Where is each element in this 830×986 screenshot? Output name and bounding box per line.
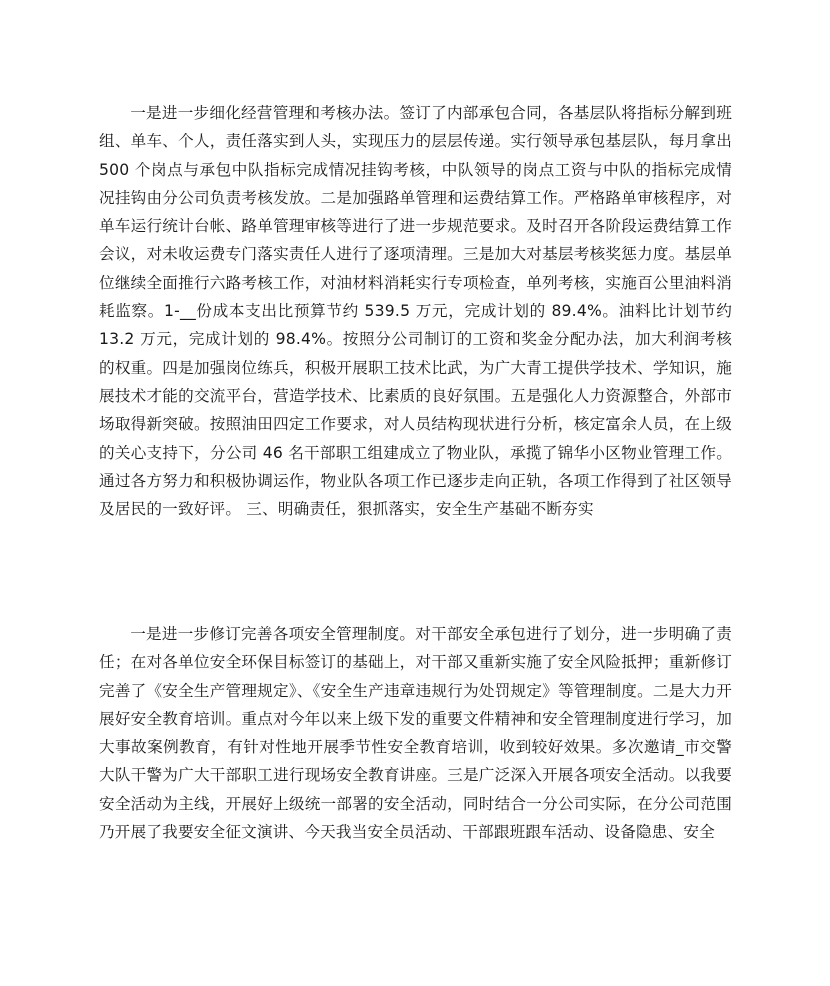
body-paragraph: 一是进一步细化经营管理和考核办法。签订了内部承包合同，各基层队将指标分解到班组、单车、个人，责任落实到人头，实现压力的层层传递。实行领导承包基层队，每月拿出 500 个岗点与承包中队指标完成情况挂钩考核，中队领导的岗点工资与中队的指标完成情况挂钩由分公司负责考核发放。二是加强路单管理和运费结算工作。严格路单审核程序，对单车运行统计台帐、路单管理审核等进行了进一步规范要求。及时召开各阶段运费结算工作会议，对未收运费专门落实责任人进行了逐项清理。三是加大对基层考核奖惩力度。基层单位继续全面推行六路考核工作，对油材料消耗实行专项检查，单列考核，实施百公里油料消耗监察。1-__份成本支出比预算节约 539.5 万元，完成计划的 89.4%。油料比计划节约 13.2 万元，完成计划的 98.4%。按照分公司制订的工资和奖金分配办法，加大利润考核的权重。四是加强岗位练兵，积极开展职工技术比武，为广大青工提供学技术、学知识，施展技术才能的交流平台，营造学技术、比素质的良好氛围。五是强化人力资源整合，外部市场取得新突破。按照油田四定工作要求，对人员结构现状进行分析，核定富余人员，在上级的关心支持下，分公司 46 名干部职工组建成立了物业队，承揽了锦华小区物业管理工作。通过各方努力和积极协调运作，物业队各项工作已逐步走向正轨，各项工作得到了社区领导及居民的一致好评。 三、明确责任，狠抓落实，安全生产基础不断夯实: [99, 104, 732, 519]
body-paragraph: 一是进一步修订完善各项安全管理制度。对干部安全承包进行了划分，进一步明确了责任；在对各单位安全环保目标签订的基础上，对干部又重新实施了安全风险抵押；重新修订完善了《安全生产管理规定》、《安全生产违章违规行为处罚规定》等管理制度。二是大力开展好安全教育培训。重点对今年以来上级下发的重要文件精神和安全管理制度进行学习，加大事故案例教育，有针对性地开展季节性安全教育培训，收到较好效果。多次邀请_市交警大队干警为广大干部职工进行现场安全教育讲座。三是广泛深入开展各项安全活动。以我要安全活动为主线，开展好上级统一部署的安全活动，同时结合一分公司实际，在分公司范围乃开展了我要安全征文演讲、今天我当安全员活动、干部跟班跟车活动、设备隐患、安全: [99, 625, 732, 842]
